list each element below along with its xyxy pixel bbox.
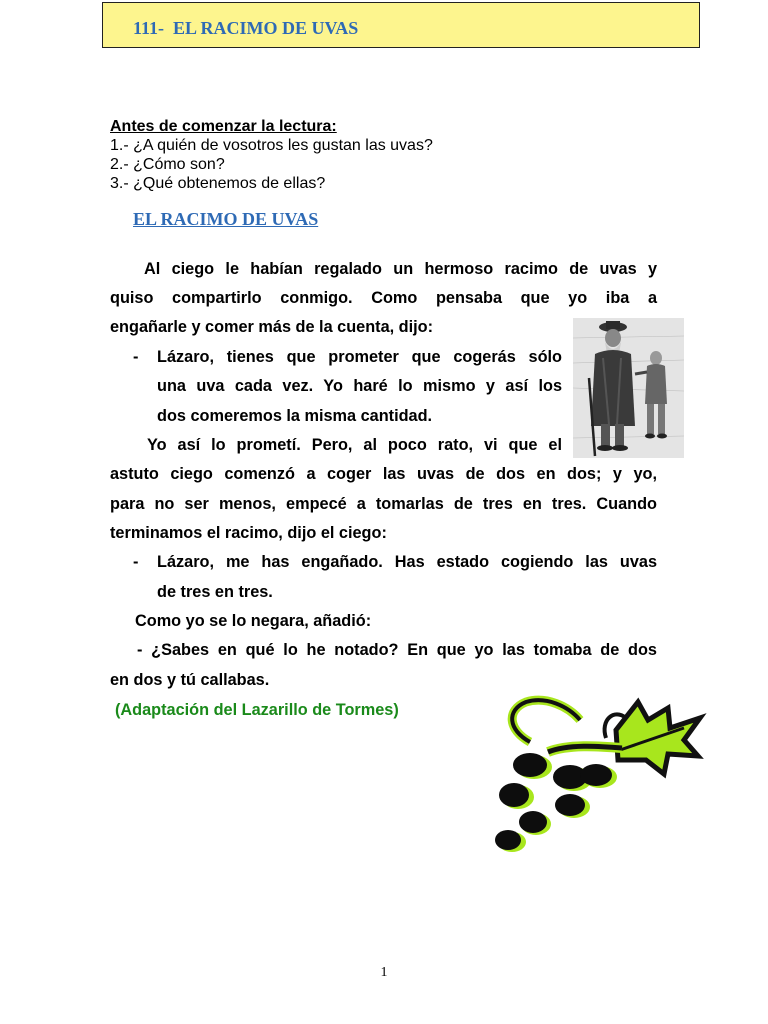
story-line: Lázaro, tienes que prometer que cogerás sólo (157, 348, 562, 366)
question-1: 1.- ¿A quién de vosotros les gustan las uvas? (110, 137, 433, 154)
story-line: una uva cada vez. Yo haré lo mismo y así los (157, 377, 562, 395)
grape-cluster-icon (488, 690, 708, 860)
story-title: EL RACIMO DE UVAS (133, 209, 319, 229)
dialogue-dash: - (133, 553, 139, 571)
story-line: Al ciego le habían regalado un hermoso racimo de uvas y (144, 260, 657, 278)
story-line: terminamos el racimo, dijo el ciego: (110, 524, 387, 542)
story-line: Como yo se lo negara, añadió: (135, 612, 372, 630)
dialogue-dash: - (133, 348, 139, 366)
story-line: para no ser menos, empecé a tomarlas de tres en tres. Cuando (110, 495, 657, 513)
question-3: 3.- ¿Qué obtenemos de ellas? (110, 175, 326, 192)
story-line: de tres en tres. (157, 583, 273, 601)
story-line: quiso compartirlo conmigo. Como pensaba que yo iba a (110, 289, 657, 307)
story-line: engañarle y comer más de la cuenta, dijo: (110, 318, 434, 336)
question-2: 2.- ¿Cómo son? (110, 156, 225, 173)
story-line: - ¿Sabes en qué lo he notado? En que yo las tomaba de dos (137, 641, 657, 659)
story-line: en dos y tú callabas. (110, 671, 270, 689)
story-line: astuto ciego comenzó a coger las uvas de dos en dos; y yo, (110, 465, 657, 483)
story-line: dos comeremos la misma cantidad. (157, 407, 433, 425)
blind-man-and-boy-illustration (573, 318, 684, 458)
attribution: (Adaptación del Lazarillo de Tormes) (115, 701, 399, 719)
page-title: 111- EL RACIMO DE UVAS (133, 18, 359, 38)
story-line: Lázaro, me has engañado. Has estado cogiendo las uvas (157, 553, 657, 571)
pre-reading-heading: Antes de comenzar la lectura: (110, 118, 337, 135)
story-line: Yo así lo prometí. Pero, al poco rato, vi que el (147, 436, 562, 454)
page-number: 1 (380, 965, 388, 980)
